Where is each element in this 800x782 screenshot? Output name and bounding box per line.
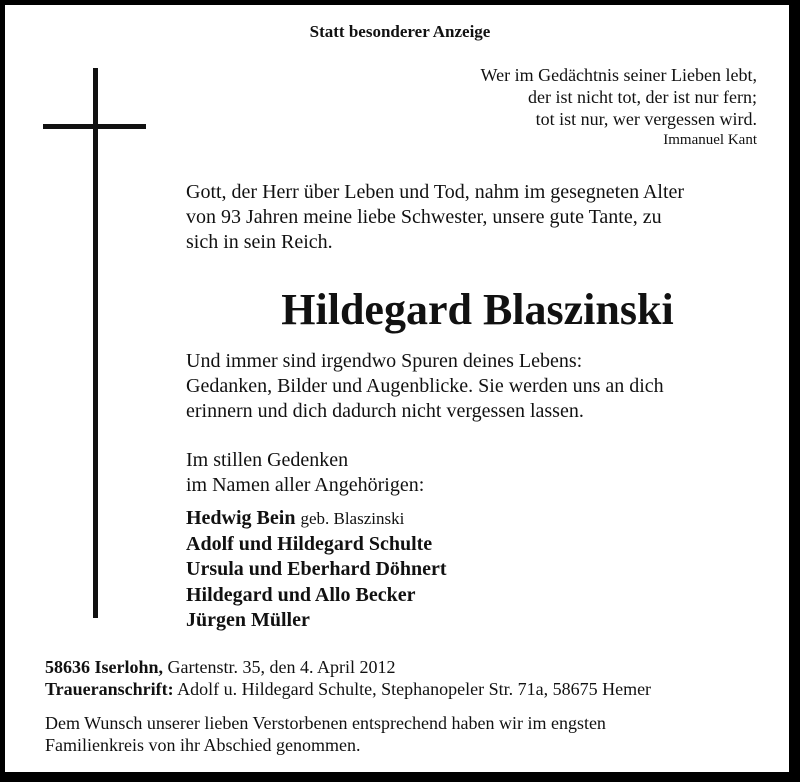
quote-author: Immanuel Kant: [663, 132, 757, 148]
cross-icon: [93, 68, 98, 618]
mourning-text: [186, 448, 424, 498]
intro-line: Gott, der Herr über Leben und Tod, nahm im gesegneten Alter: [186, 181, 685, 203]
place-date: [45, 656, 651, 678]
quote: [481, 64, 757, 150]
quote-line: tot ist nur, wer vergessen wird.: [535, 109, 757, 129]
mourning-address-label: Traueranschrift:: [45, 679, 174, 699]
family-member-name: Hedwig Bein: [186, 507, 296, 529]
quote-line: Wer im Gedächtnis seiner Lieben lebt,: [480, 65, 757, 85]
note-line: Dem Wunsch unserer lieben Verstorbenen entsprechend haben wir im engsten: [45, 713, 606, 733]
intro-line: sich in sein Reich.: [186, 231, 333, 253]
intro-line: von 93 Jahren meine liebe Schwester, unsere gute Tante, zu: [186, 206, 662, 228]
deceased-name: Hildegard Blaszinski: [281, 285, 674, 334]
closing-note: [45, 712, 606, 756]
address-block: [45, 656, 651, 700]
birth-name: geb. Blaszinski: [300, 509, 405, 528]
family-member: Hildegard und Allo Becker: [186, 583, 416, 606]
mourning-address: [45, 678, 651, 700]
memorial-line: Und immer sind irgendwo Spuren deines Lebens:: [186, 350, 583, 372]
intro-text: [186, 180, 684, 255]
place: 58636 Iserlohn,: [45, 657, 164, 677]
mourning-line: Im stillen Gedenken: [186, 449, 349, 471]
mourning-address-value: Adolf u. Hildegard Schulte, Stephanopeler Str. 71a, 58675 Hemer: [177, 679, 652, 699]
header: Statt besonderer Anzeige: [309, 22, 491, 41]
family-list: [186, 506, 447, 634]
street-date: Gartenstr. 35, den 4. April 2012: [167, 657, 396, 677]
cross-icon-bar: [43, 124, 146, 129]
note-line: Familienkreis von ihr Abschied genommen.: [45, 735, 361, 755]
family-member: Adolf und Hildegard Schulte: [186, 532, 433, 555]
memorial-line: Gedanken, Bilder und Augenblicke. Sie werden uns an dich: [186, 375, 664, 397]
family-member: Ursula und Eberhard Döhnert: [186, 558, 447, 580]
memorial-text: [186, 349, 664, 424]
family-member: Jürgen Müller: [186, 609, 310, 631]
family-member: [186, 506, 447, 532]
quote-line: der ist nicht tot, der ist nur fern;: [528, 87, 757, 107]
mourning-line: im Namen aller Angehörigen:: [186, 474, 425, 496]
memorial-line: erinnern und dich dadurch nicht vergessen lassen.: [186, 400, 584, 422]
